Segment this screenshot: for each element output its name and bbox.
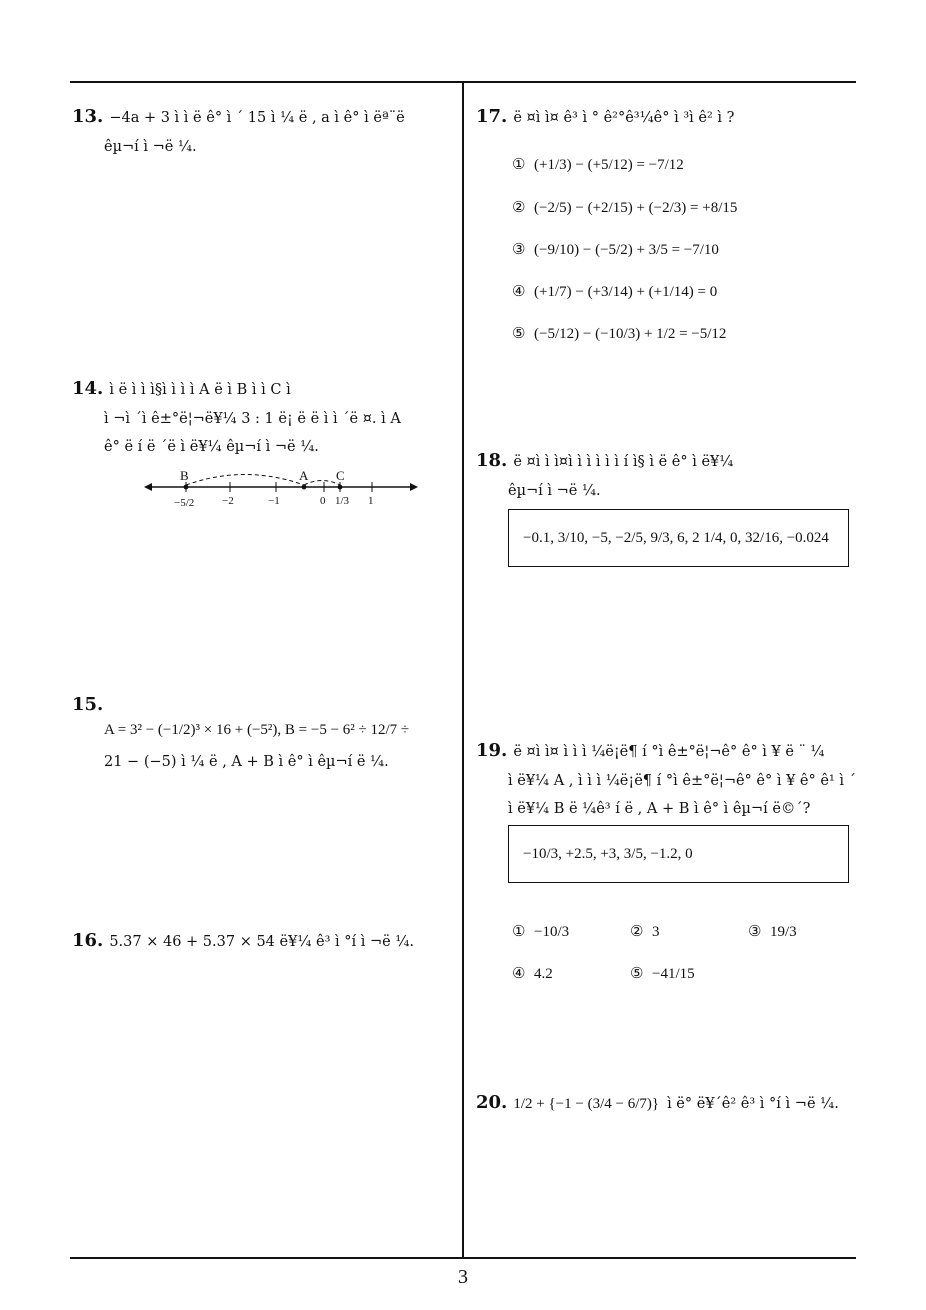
option-mark: ① <box>512 157 526 173</box>
column-divider <box>462 81 464 1258</box>
question-14 <box>72 372 457 461</box>
option-2[interactable] <box>512 198 737 217</box>
option-4[interactable] <box>512 282 717 301</box>
question-text-line: ì ë¥¼ A , ì ì ì ¼ë¡ë¶ í °ì ê±°ë¦¬ê° ê° ì ¥ ê° ê¹ ì ´ <box>508 773 856 790</box>
option-mark: ④ <box>512 284 526 300</box>
question-text-line: ë ¤ì ì¤ ì ì ì ¼ë¡ë¶ í °ì ê±°ë¦¬ê° ê° ì ¥ ë ¨ ¼ <box>513 744 825 760</box>
option-mark: ② <box>630 924 644 940</box>
option-value: −10/3 <box>534 924 570 940</box>
number-set-box <box>508 825 849 883</box>
question-16 <box>72 924 457 958</box>
question-text-line: ì ë¥¼ B ë ¼ê³ í ë , A + B ì ê° ì êµ¬í ë©´? <box>508 800 811 817</box>
question-expression: A = 3² − (−1/2)³ × 16 + (−5²), B = −5 − 6² ÷ 12/7 ÷ <box>104 722 410 739</box>
question-number: 14. <box>72 378 104 399</box>
question-18 <box>476 444 856 506</box>
option-expression: (−2/5) − (+2/15) + (−2/3) = +8/15 <box>534 200 738 216</box>
question-number: 15. <box>72 694 104 715</box>
option-3[interactable] <box>512 240 719 259</box>
question-20 <box>476 1086 856 1120</box>
tick-label: 1 <box>368 495 374 507</box>
option-expression: (−9/10) − (−5/2) + 3/5 = −7/10 <box>534 242 719 258</box>
option-mark: ③ <box>512 242 526 258</box>
question-text-line: ê° ë í ë ´ë ì ë¥¼ êµ¬í ì ¬ë ¼. <box>104 438 319 455</box>
question-13 <box>72 100 457 162</box>
question-text-line: êµ¬í ì ¬ë ¼. <box>508 483 601 500</box>
option-mark: ② <box>512 200 526 216</box>
question-expression: 1/2 + {−1 − (3/4 − 6/7)} <box>513 1096 660 1112</box>
option-mark: ⑤ <box>630 966 644 982</box>
option-1[interactable] <box>512 155 684 174</box>
option-expression: (−5/12) − (−10/3) + 1/2 = −5/12 <box>534 326 727 342</box>
number-line-figure <box>140 462 430 524</box>
option-expression: (+1/7) − (+3/14) + (+1/14) = 0 <box>534 284 718 300</box>
number-set: −10/3, +2.5, +3, 3/5, −1.2, 0 <box>523 845 693 862</box>
number-set: −0.1, 3/10, −5, −2/5, 9/3, 6, 2 1/4, 0, 32/16, −0.024 <box>523 529 829 546</box>
option-value: 3 <box>652 924 660 940</box>
point-label: A <box>299 468 309 483</box>
question-number: 13. <box>72 106 104 127</box>
tick-label: 1/3 <box>335 495 350 507</box>
question-text-line: ë ¤ì ì¤ ê³ ì ° ê²°ê³¼ê° ì ³ì ê² ì ? <box>513 110 735 126</box>
tick-label: −2 <box>222 495 234 507</box>
tick-label: −1 <box>268 495 280 507</box>
question-text-line: êµ¬í ì ¬ë ¼. <box>104 139 197 156</box>
option-value: 4.2 <box>534 966 553 982</box>
question-text-line: −4a + 3 ì ì ë ê° ì ´ 15 ì ¼ ë , a ì ê° ì ëª¨ë <box>109 110 405 126</box>
option-value: 19/3 <box>770 924 797 940</box>
option-3[interactable] <box>748 922 797 941</box>
question-text-line: ì ë ì ì ì§ì ì ì ì A ë ì B ì ì C ì <box>109 382 291 398</box>
option-4[interactable] <box>512 964 553 983</box>
option-1[interactable] <box>512 922 569 941</box>
tick-label: −5/2 <box>174 497 195 509</box>
question-text-line: 5.37 × 46 + 5.37 × 54 ë¥¼ ê³ ì °í ì ¬ë ¼. <box>109 934 414 950</box>
question-number: 18. <box>476 450 508 471</box>
question-text-line: ë ¤ì ì ì¤ì ì ì ì ì ì í ì§ ì ë ê° ì ë¥¼ <box>513 454 734 470</box>
option-2[interactable] <box>630 922 660 941</box>
question-text-line: ì ë° ë¥´ê² ê³ ì °í ì ¬ë ¼. <box>667 1096 839 1112</box>
question-19 <box>476 734 856 823</box>
question-number: 19. <box>476 740 508 761</box>
point-label: B <box>180 468 189 483</box>
question-text-line: 21 − (−5) ì ¼ ë , A + B ì ê° ì êµ¬í ë ¼. <box>104 753 389 770</box>
option-mark: ⑤ <box>512 326 526 342</box>
option-mark: ④ <box>512 966 526 982</box>
question-text-line: ì ¬ì ´ì ê±°ë¦¬ë¥¼ 3 : 1 ë¡ ë ë ì ì ´ë ¤. ì A <box>104 411 401 428</box>
point-label: C <box>336 468 345 483</box>
page-number: 3 <box>458 1266 468 1288</box>
question-number: 16. <box>72 930 104 951</box>
option-mark: ① <box>512 924 526 940</box>
option-5[interactable] <box>512 324 726 343</box>
option-mark: ③ <box>748 924 762 940</box>
question-17 <box>476 100 856 134</box>
question-number: 20. <box>476 1092 508 1113</box>
option-expression: (+1/3) − (+5/12) = −7/12 <box>534 157 684 173</box>
option-value: −41/15 <box>652 966 695 982</box>
tick-label: 0 <box>320 495 326 507</box>
question-number: 17. <box>476 106 508 127</box>
question-15 <box>72 688 457 776</box>
option-5[interactable] <box>630 964 695 983</box>
number-set-box <box>508 509 849 567</box>
